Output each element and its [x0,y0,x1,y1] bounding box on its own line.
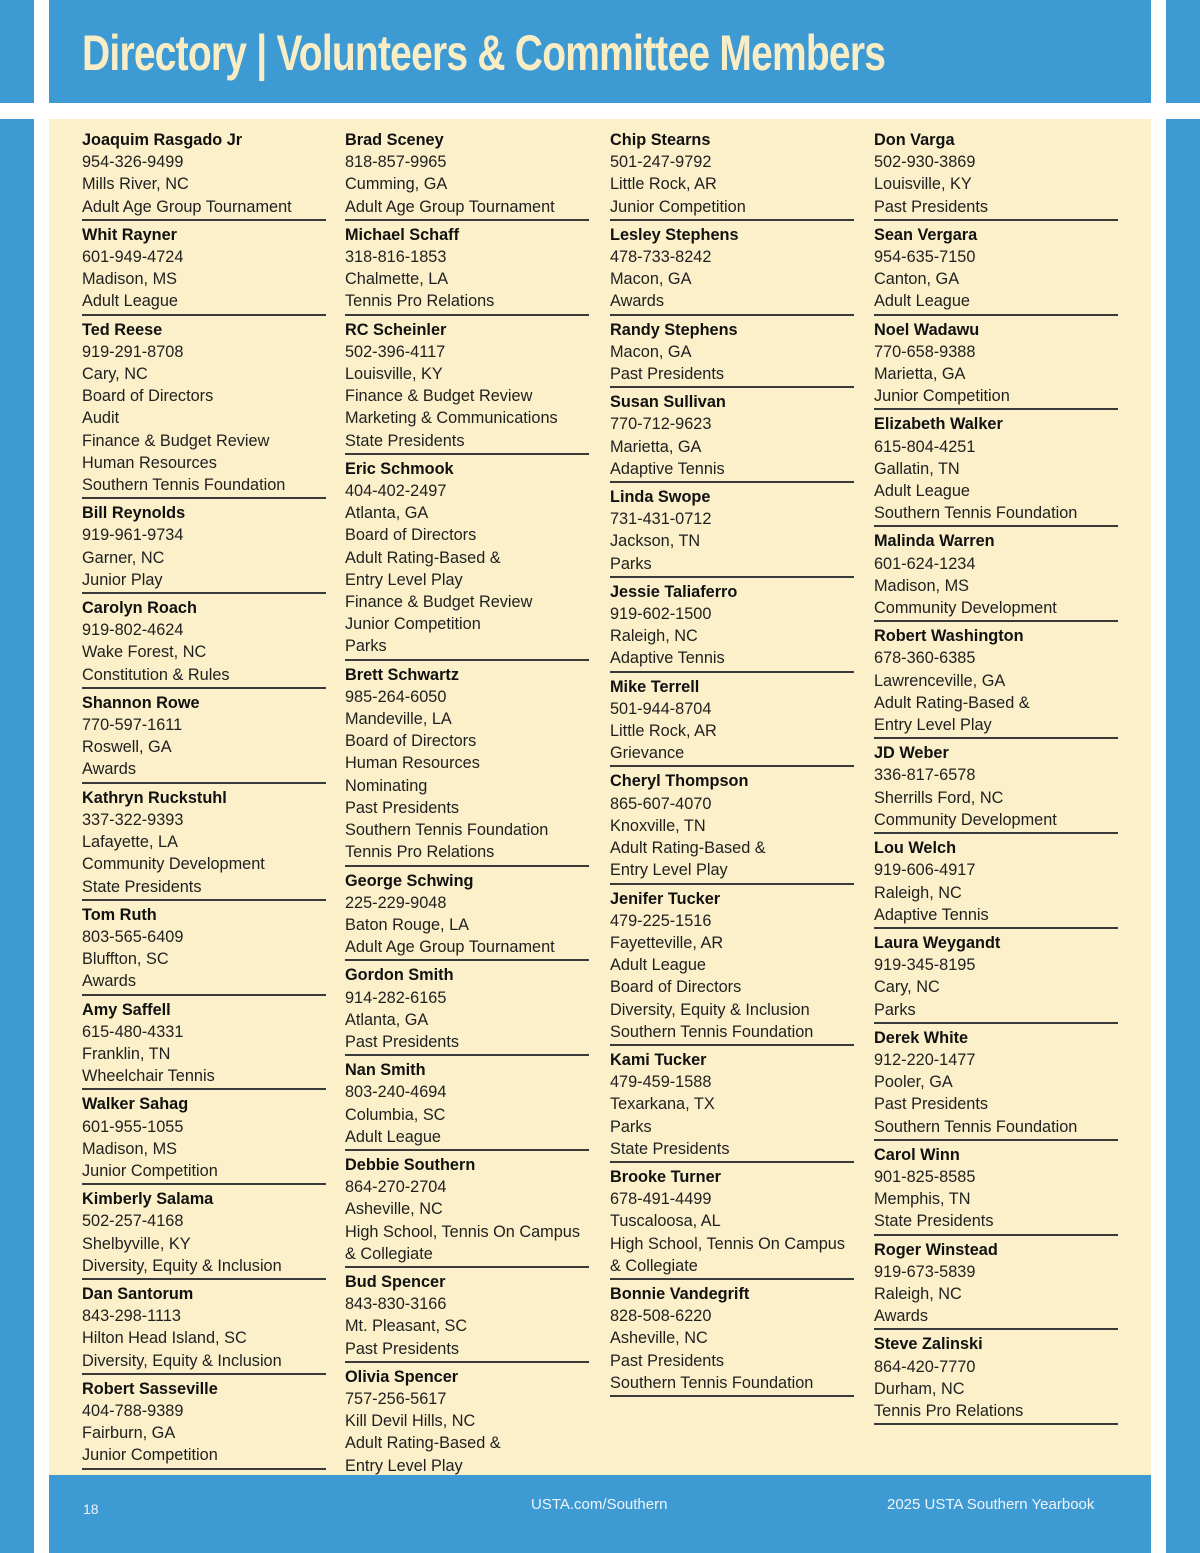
directory-entry [345,1271,589,1363]
member-location: Mt. Pleasant, SC [345,1317,468,1336]
directory-entry [874,1144,1118,1236]
member-role: Finance & Budget Review [345,387,533,406]
member-role: Southern Tennis Foundation [610,1373,814,1392]
member-phone: 615-804-4251 [874,437,976,456]
directory-entry [874,224,1118,316]
member-location: Tuscaloosa, AL [610,1212,721,1231]
directory-entry [874,1027,1118,1141]
member-role: Grievance [610,744,685,763]
member-role: & Collegiate [345,1244,433,1263]
member-phone: 502-930-3869 [874,153,976,172]
member-role: Human Resources [345,754,480,773]
member-location: Louisville, KY [874,175,972,194]
member-phone: 501-247-9792 [610,153,712,172]
member-location: Lawrenceville, GA [874,671,1006,690]
member-phone: 731-431-0712 [610,510,712,529]
member-role: Parks [874,1000,916,1019]
member-phone: 615-480-4331 [82,1022,184,1041]
member-role: Entry Level Play [874,716,992,735]
member-phone: 912-220-1477 [874,1050,976,1069]
member-role: Past Presidents [874,197,989,216]
member-name: Joaquim Rasgado Jr [82,131,243,149]
member-role: State Presidents [82,877,202,896]
directory-entry [610,224,854,316]
member-name: Don Varga [874,131,955,149]
member-role: Community Development [82,855,265,874]
member-role: Junior Competition [82,1161,218,1180]
member-phone: 919-961-9734 [82,526,184,545]
member-location: Gallatin, TN [874,459,960,478]
member-phone: 843-830-3166 [345,1295,447,1314]
member-name: Kathryn Ruckstuhl [82,788,227,807]
member-role: Entry Level Play [610,861,728,880]
left-frame-bar [0,0,34,1553]
member-name: Whit Rayner [82,225,177,244]
member-name: Gordon Smith [345,966,454,985]
member-name: Walker Sahag [82,1095,189,1114]
member-role: Diversity, Equity & Inclusion [610,1000,810,1019]
directory-entry [345,1366,589,1480]
member-name: RC Scheinler [345,320,447,339]
directory-entry [610,391,854,483]
member-location: Madison, MS [82,270,178,289]
member-role: Awards [610,292,664,311]
member-name: George Schwing [345,871,474,890]
member-name: Nan Smith [345,1061,426,1080]
directory-entry [610,486,854,578]
member-name: Michael Schaff [345,225,460,244]
member-location: Bluffton, SC [82,950,169,969]
member-location: Macon, GA [610,270,692,289]
member-role: Tennis Pro Relations [874,1401,1024,1420]
member-location: Asheville, NC [610,1329,708,1348]
member-role: Past Presidents [610,365,725,384]
member-location: Chalmette, LA [345,270,449,289]
member-phone: 601-949-4724 [82,248,184,267]
member-phone: 919-345-8195 [874,956,976,975]
directory-entry [82,1093,326,1185]
member-name: Ted Reese [82,320,163,339]
member-role: Board of Directors [345,526,477,545]
member-name: Randy Stephens [610,320,738,339]
page-footer [49,1475,1151,1553]
member-role: Tennis Pro Relations [345,843,495,862]
directory-entry [874,742,1118,834]
member-phone: 818-857-9965 [345,153,447,172]
directory-entry [874,1333,1118,1425]
member-name: Dan Santorum [82,1284,194,1303]
member-phone: 919-673-5839 [874,1262,976,1281]
directory-entry [874,837,1118,929]
member-phone: 954-326-9499 [82,153,184,172]
directory-entry [82,1283,326,1375]
member-location: Kill Devil Hills, NC [345,1412,476,1431]
member-location: Roswell, GA [82,738,172,757]
member-role: Past Presidents [345,1032,460,1051]
directory-entry [82,904,326,996]
member-role: Adult Rating-Based & [874,693,1030,712]
member-location: Pooler, GA [874,1073,953,1092]
member-location: Raleigh, NC [610,627,698,646]
member-role: State Presidents [345,431,465,450]
member-role: Adult Age Group Tournament [345,938,555,957]
member-location: Marietta, GA [874,365,966,384]
member-location: Columbia, SC [345,1105,446,1124]
directory-entry [874,625,1118,739]
member-name: Shannon Rowe [82,693,200,712]
member-role: Southern Tennis Foundation [345,821,549,840]
member-role: High School, Tennis On Campus [345,1222,580,1241]
directory-entry [82,129,326,221]
member-location: Texarkana, TX [610,1095,715,1114]
member-phone: 757-256-5617 [345,1389,447,1408]
member-name: Mike Terrell [610,677,700,696]
member-name: Lesley Stephens [610,225,739,244]
member-role: Adaptive Tennis [610,649,725,668]
member-role: Awards [82,760,136,779]
member-role: Adult League [345,1127,441,1146]
member-phone: 678-491-4499 [610,1190,712,1209]
member-role: Finance & Budget Review [345,593,533,612]
directory-entry [874,1239,1118,1331]
member-role: Past Presidents [874,1095,989,1114]
member-location: Cumming, GA [345,175,448,194]
directory-entry [610,581,854,673]
member-name: Kimberly Salama [82,1190,214,1209]
member-role: Parks [610,554,652,573]
member-name: Robert Washington [874,627,1024,646]
member-phone: 404-788-9389 [82,1401,184,1420]
member-role: Adult Age Group Tournament [345,197,555,216]
member-name: Derek White [874,1028,969,1047]
member-role: Adaptive Tennis [874,905,989,924]
directory-entry [874,932,1118,1024]
member-role: Audit [82,409,120,428]
member-location: Lafayette, LA [82,833,178,852]
member-phone: 985-264-6050 [345,687,447,706]
member-location: Madison, MS [82,1139,178,1158]
member-phone: 502-396-4117 [345,342,446,361]
member-role: Southern Tennis Foundation [874,1117,1078,1136]
directory-entry [82,502,326,594]
right-frame-bar [1166,0,1200,1553]
member-location: Marietta, GA [610,437,702,456]
directory-entry [345,964,589,1056]
member-location: Little Rock, AR [610,722,717,741]
member-role: Adult Age Group Tournament [82,197,292,216]
member-name: Brad Sceney [345,131,444,149]
member-phone: 864-270-2704 [345,1178,447,1197]
directory-entry [610,1049,854,1163]
directory-entry [874,413,1118,527]
member-role: Tennis Pro Relations [345,292,495,311]
directory-entry [874,530,1118,622]
member-role: High School, Tennis On Campus [610,1234,845,1253]
member-phone: 770-597-1611 [82,716,183,735]
member-phone: 770-712-9623 [610,415,712,434]
directory-column-3 [610,129,854,1400]
directory-entry [345,870,589,962]
member-location: Hilton Head Island, SC [82,1329,247,1348]
member-role: Southern Tennis Foundation [610,1022,814,1041]
directory-entry [82,224,326,316]
member-role: Past Presidents [345,798,460,817]
member-role: Adult Rating-Based & [610,839,766,858]
footer-publication: 2025 USTA Southern Yearbook [887,1496,1095,1513]
member-location: Durham, NC [874,1379,965,1398]
member-location: Wake Forest, NC [82,643,207,662]
member-role: Junior Competition [874,387,1010,406]
member-role: Adaptive Tennis [610,459,725,478]
member-role: Adult League [82,292,178,311]
member-location: Little Rock, AR [610,175,717,194]
member-role: Adult Rating-Based & [345,548,501,567]
member-name: Olivia Spencer [345,1367,459,1386]
member-name: Susan Sullivan [610,393,726,412]
member-role: Awards [82,972,136,991]
member-role: Finance & Budget Review [82,431,270,450]
member-location: Sherrills Ford, NC [874,788,1004,807]
directory-entry [82,597,326,689]
member-name: Malinda Warren [874,532,995,551]
page-number: 18 [83,1501,99,1517]
member-name: Bonnie Vandegrift [610,1284,750,1303]
member-location: Fairburn, GA [82,1424,176,1443]
member-phone: 864-420-7770 [874,1357,976,1376]
member-role: Constitution & Rules [82,665,230,684]
member-role: Adult League [610,956,706,975]
directory-content [49,119,1151,1475]
member-location: Mills River, NC [82,175,189,194]
member-name: Bud Spencer [345,1272,446,1291]
member-location: Cary, NC [82,365,148,384]
member-phone: 479-225-1516 [610,911,712,930]
member-phone: 479-459-1588 [610,1073,712,1092]
directory-entry [345,1154,589,1268]
member-name: Noel Wadawu [874,320,980,339]
member-name: Kami Tucker [610,1050,707,1069]
member-phone: 478-733-8242 [610,248,712,267]
member-role: Diversity, Equity & Inclusion [82,1256,282,1275]
member-role: Diversity, Equity & Inclusion [82,1351,282,1370]
directory-entry [345,319,589,455]
member-phone: 502-257-4168 [82,1212,184,1231]
member-phone: 336-817-6578 [874,766,976,785]
member-role: Entry Level Play [345,1456,463,1475]
directory-entry [874,129,1118,221]
directory-entry [82,319,326,500]
directory-entry [610,129,854,221]
page-title: Directory | Volunteers & Committee Members [82,25,886,81]
member-phone: 678-360-6385 [874,649,976,668]
member-role: Board of Directors [610,978,742,997]
member-phone: 501-944-8704 [610,699,712,718]
member-name: Amy Saffell [82,1000,171,1019]
directory-entry [82,787,326,901]
member-name: Brett Schwartz [345,665,459,684]
member-location: Raleigh, NC [874,883,962,902]
directory-entry [610,1283,854,1397]
directory-column-2 [345,129,589,1483]
member-phone: 337-322-9393 [82,810,184,829]
member-name: Chip Stearns [610,131,711,149]
member-phone: 601-955-1055 [82,1117,184,1136]
directory-entry [610,319,854,389]
member-name: Roger Winstead [874,1240,998,1259]
member-phone: 919-802-4624 [82,621,184,640]
member-location: Louisville, KY [345,365,443,384]
directory-entry [82,1378,326,1470]
member-location: Macon, GA [610,342,692,361]
directory-entry [345,129,589,221]
member-location: Atlanta, GA [345,1010,429,1029]
member-name: Carolyn Roach [82,599,197,618]
directory-entry [874,319,1118,411]
member-location: Fayetteville, AR [610,933,724,952]
member-role: Parks [610,1117,652,1136]
member-name: Tom Ruth [82,905,157,924]
member-role: Adult Rating-Based & [345,1434,501,1453]
directory-column-1 [82,129,326,1473]
directory-entry [610,1166,854,1280]
member-location: Asheville, NC [345,1200,443,1219]
member-role: Adult League [874,482,970,501]
member-location: Jackson, TN [610,532,701,551]
member-role: Southern Tennis Foundation [82,476,286,495]
member-location: Madison, MS [874,576,970,595]
directory-entry [610,676,854,768]
member-name: Jessie Taliaferro [610,582,738,601]
footer-url: USTA.com/Southern [531,1496,668,1513]
member-name: JD Weber [874,744,949,763]
member-name: Steve Zalinski [874,1335,983,1354]
member-name: Laura Weygandt [874,933,1001,952]
member-role: Junior Competition [82,1446,218,1465]
member-location: Cary, NC [874,978,940,997]
member-role: Past Presidents [345,1339,460,1358]
directory-entry [345,224,589,316]
directory-entry [345,458,589,661]
member-role: Community Development [874,810,1057,829]
directory-entry [610,770,854,884]
member-name: Sean Vergara [874,225,978,244]
member-role: Human Resources [82,453,217,472]
member-phone: 865-607-4070 [610,794,712,813]
member-role: Board of Directors [82,387,214,406]
member-location: Franklin, TN [82,1044,171,1063]
member-role: Junior Competition [610,197,746,216]
member-phone: 225-229-9048 [345,893,447,912]
member-location: Baton Rouge, LA [345,915,470,934]
member-location: Mandeville, LA [345,710,452,729]
member-role: Adult League [874,292,970,311]
member-phone: 770-658-9388 [874,342,976,361]
directory-entry [82,1188,326,1280]
member-location: Atlanta, GA [345,504,429,523]
member-name: Bill Reynolds [82,504,186,523]
member-phone: 601-624-1234 [874,554,976,573]
member-role: Marketing & Communications [345,409,558,428]
member-name: Debbie Southern [345,1155,476,1174]
member-name: Brooke Turner [610,1167,721,1186]
member-phone: 901-825-8585 [874,1167,976,1186]
member-role: Board of Directors [345,732,477,751]
member-phone: 919-606-4917 [874,861,976,880]
member-role: State Presidents [610,1139,730,1158]
member-phone: 843-298-1113 [82,1307,181,1326]
member-location: Canton, GA [874,270,960,289]
directory-entry [610,888,854,1046]
member-role: Southern Tennis Foundation [874,504,1078,523]
member-name: Linda Swope [610,488,711,507]
member-role: & Collegiate [610,1256,698,1275]
member-name: Robert Sasseville [82,1379,218,1398]
member-name: Lou Welch [874,839,957,858]
header-separator [0,103,1200,119]
member-phone: 954-635-7150 [874,248,976,267]
member-role: Awards [874,1307,928,1326]
member-location: Shelbyville, KY [82,1234,191,1253]
page-header [49,0,1151,103]
member-role: Nominating [345,776,428,795]
member-phone: 318-816-1853 [345,248,447,267]
member-phone: 919-602-1500 [610,605,712,624]
member-phone: 919-291-8708 [82,342,184,361]
member-phone: 803-565-6409 [82,927,184,946]
member-role: Parks [345,637,387,656]
directory-entry [82,692,326,784]
member-phone: 803-240-4694 [345,1083,447,1102]
member-location: Raleigh, NC [874,1284,962,1303]
member-phone: 404-402-2497 [345,482,447,501]
member-role: Wheelchair Tennis [82,1067,215,1086]
member-role: Junior Competition [345,615,481,634]
member-name: Eric Schmook [345,459,454,478]
directory-column-4 [874,129,1118,1428]
directory-entry [345,664,589,867]
member-role: Junior Play [82,570,163,589]
member-role: Community Development [874,599,1057,618]
member-name: Cheryl Thompson [610,772,749,791]
member-name: Elizabeth Walker [874,415,1003,434]
member-name: Carol Winn [874,1145,960,1164]
member-name: Jenifer Tucker [610,889,721,908]
member-phone: 828-508-6220 [610,1307,712,1326]
member-location: Garner, NC [82,548,165,567]
member-phone: 914-282-6165 [345,988,447,1007]
member-role: Entry Level Play [345,570,463,589]
member-role: State Presidents [874,1212,994,1231]
member-location: Memphis, TN [874,1190,971,1209]
directory-entry [82,999,326,1091]
member-location: Knoxville, TN [610,816,706,835]
directory-entry [345,1059,589,1151]
member-role: Past Presidents [610,1351,725,1370]
